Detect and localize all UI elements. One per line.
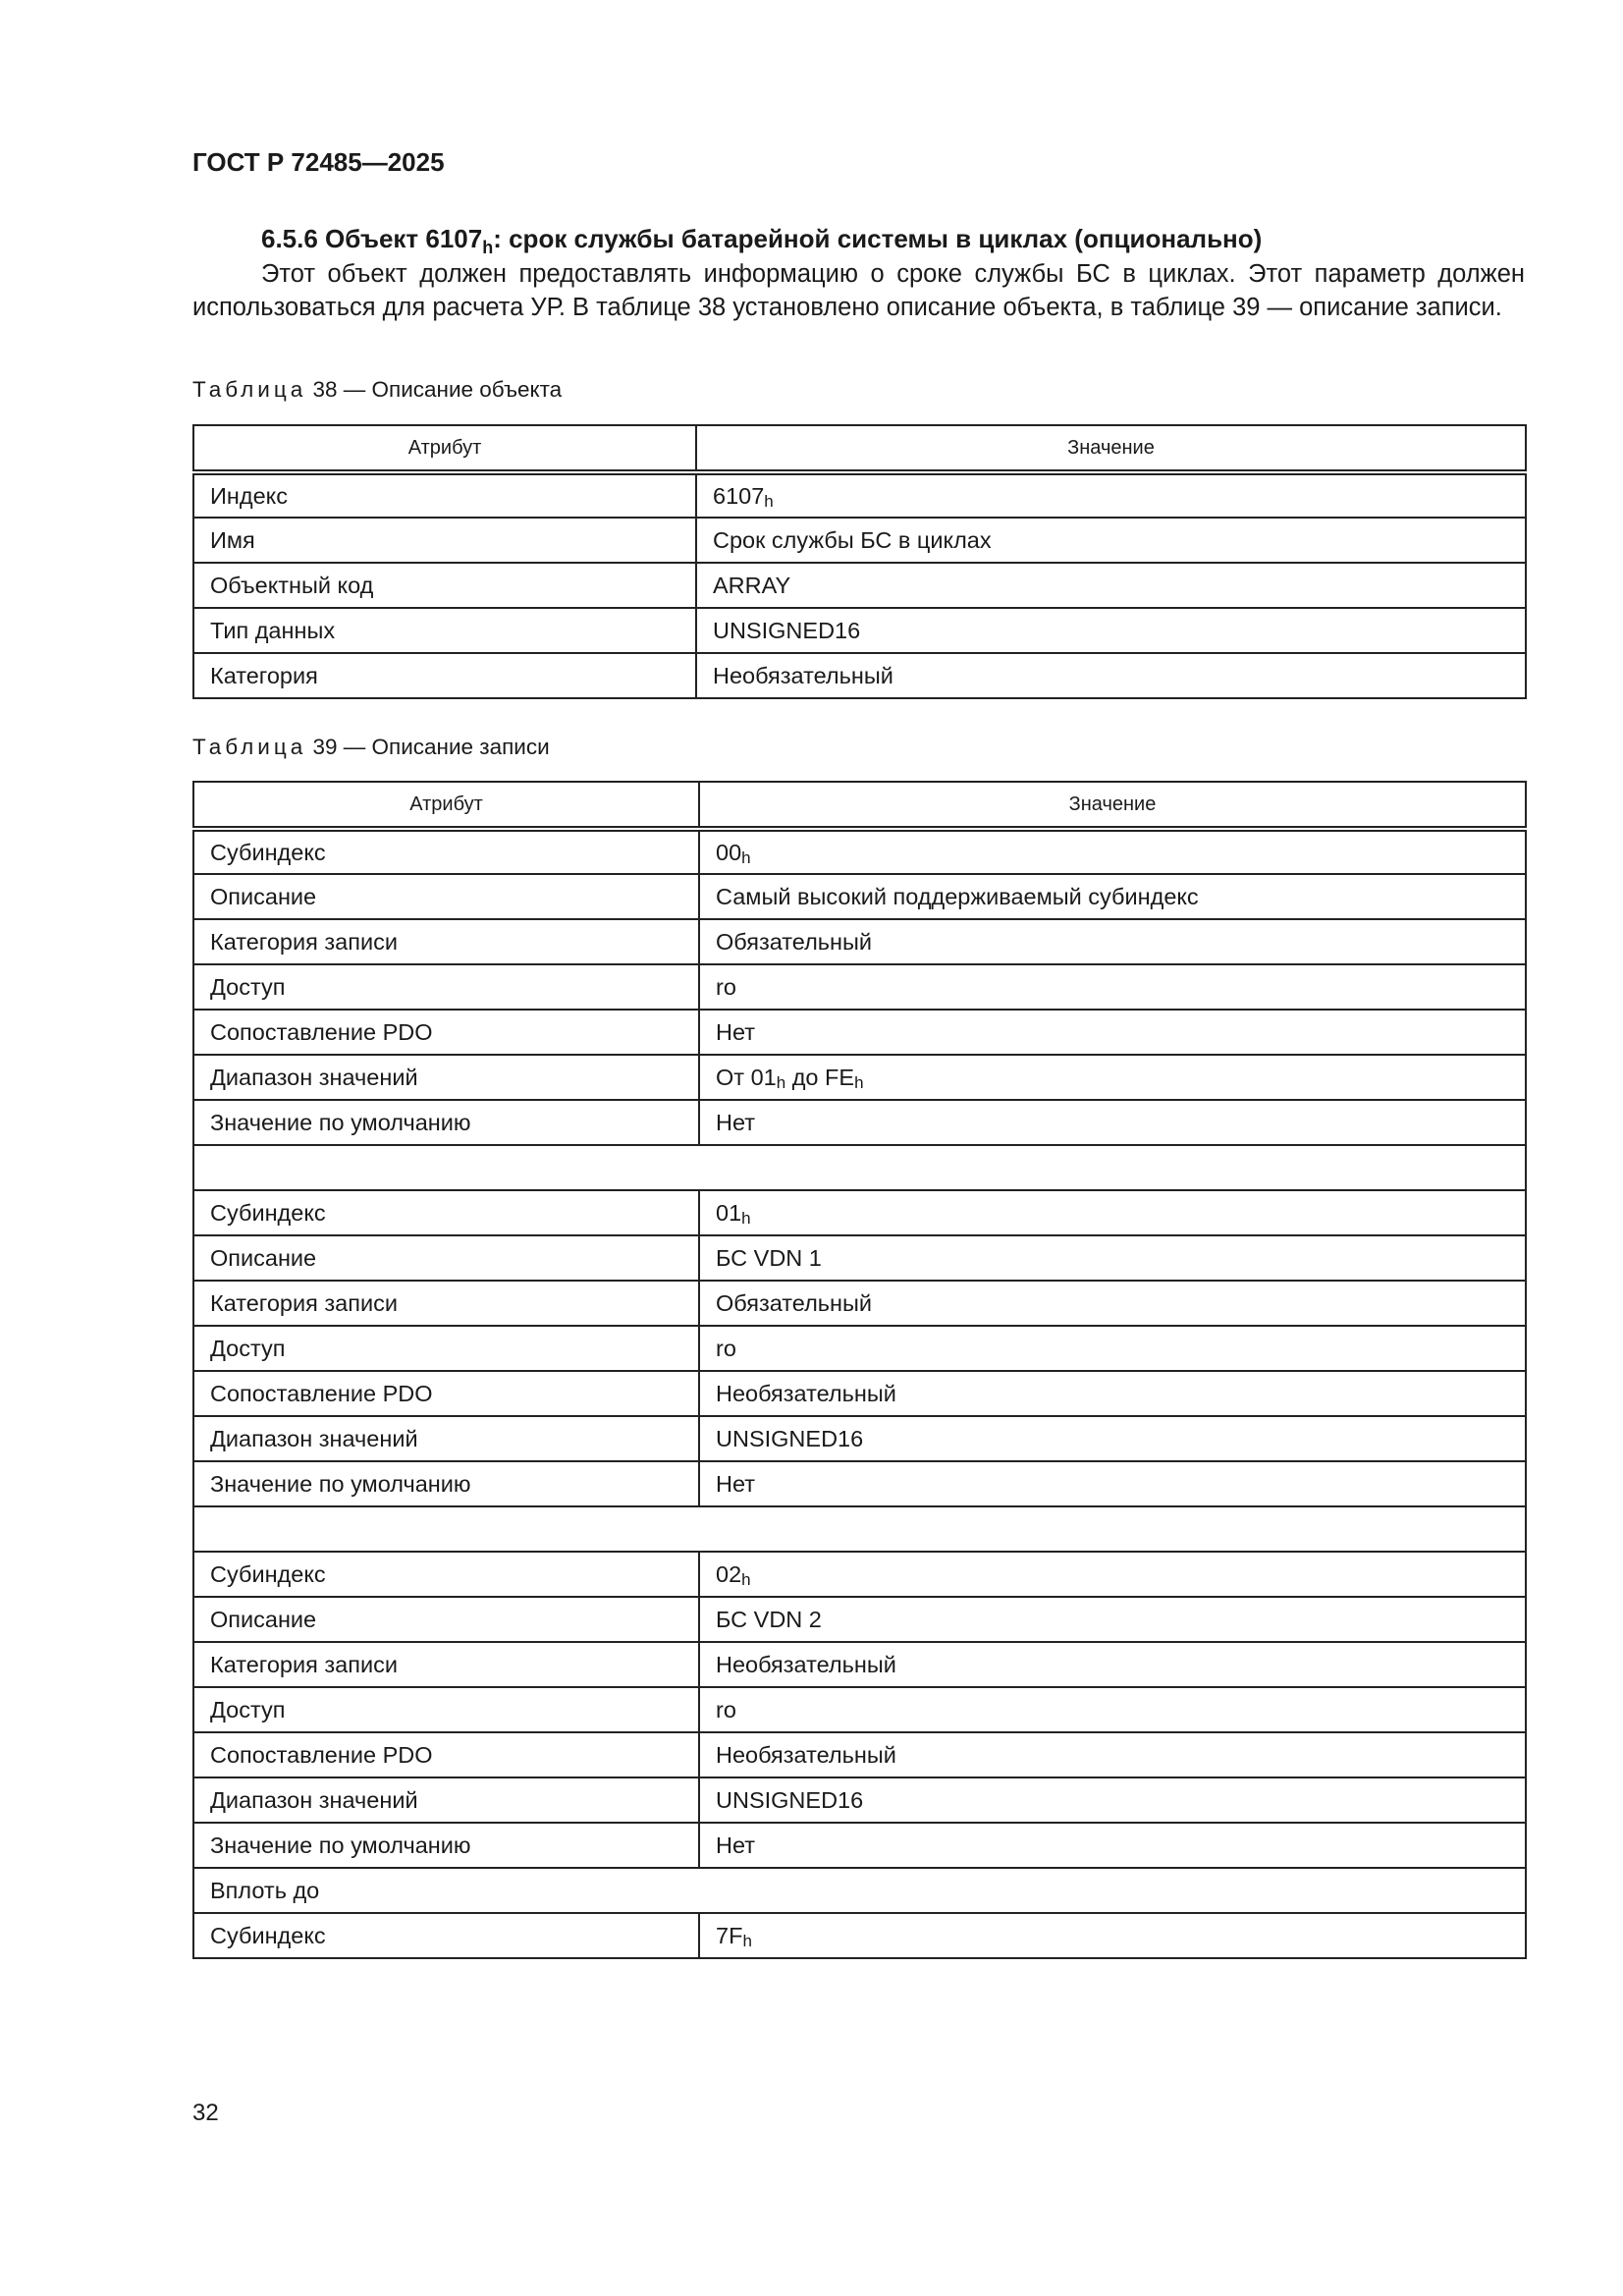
value-text: Необязательный (716, 1741, 896, 1768)
table-row (193, 1416, 1526, 1461)
value-text: ARRAY (713, 572, 791, 598)
attribute-cell: Субиндекс (193, 829, 699, 874)
table-row (193, 1777, 1526, 1823)
table-row (193, 608, 1526, 653)
hex-suffix: h (854, 1072, 864, 1092)
value-cell (699, 1010, 1526, 1055)
value-cell (699, 874, 1526, 919)
value-text: Нет (716, 1831, 756, 1858)
value-cell (699, 1235, 1526, 1281)
value-text: Нет (716, 1109, 756, 1135)
value-cell (699, 1552, 1526, 1597)
value-cell (696, 563, 1526, 608)
value-cell (699, 1100, 1526, 1145)
paragraph-text: Этот объект должен предоставлять информацию о сроке службы БС в циклах. Этот параметр должен использоваться для расчета УР. В таблице 38 установлено описание объекта, в таблице 39 — описание записи. (192, 260, 1525, 321)
table-row (193, 1552, 1526, 1597)
table-row (193, 472, 1526, 518)
value-cell (699, 1823, 1526, 1868)
value-cell (699, 1416, 1526, 1461)
value-text: Нет (716, 1470, 756, 1497)
value-text: Нет (716, 1018, 756, 1045)
value-text: БС VDN 1 (716, 1244, 822, 1271)
attribute-cell: Объектный код (193, 563, 696, 608)
table-row (193, 653, 1526, 698)
attribute-cell: Значение по умолчанию (193, 1100, 699, 1145)
table-row (193, 1732, 1526, 1777)
table-row (193, 964, 1526, 1010)
attribute-cell: Индекс (193, 472, 696, 518)
table-row (193, 874, 1526, 919)
section-title-text: 6.5.6 Объект 6107 (261, 224, 483, 253)
attribute-cell: Значение по умолчанию (193, 1461, 699, 1506)
value-cell (699, 1913, 1526, 1958)
attribute-cell: Диапазон значений (193, 1416, 699, 1461)
value-cell (696, 472, 1526, 518)
attribute-cell: Сопоставление PDO (193, 1732, 699, 1777)
value-text: 6107 (713, 482, 765, 509)
attribute-cell: Сопоставление PDO (193, 1371, 699, 1416)
attribute-cell: Категория (193, 653, 696, 698)
value-cell (699, 919, 1526, 964)
attribute-cell: Категория записи (193, 1642, 699, 1687)
section-title-rest: : срок службы батарейной системы в циклах (опционально) (493, 224, 1263, 253)
column-header-attribute: Атрибут (193, 425, 696, 472)
table-row (193, 1145, 1526, 1190)
value-text: Необязательный (713, 662, 893, 688)
value-text: Необязательный (716, 1380, 896, 1406)
attribute-cell: Сопоставление PDO (193, 1010, 699, 1055)
hex-suffix: h (742, 1931, 752, 1950)
hex-suffix: h (741, 847, 751, 867)
value-text: 00 (716, 839, 742, 865)
value-cell (699, 964, 1526, 1010)
table-row (193, 919, 1526, 964)
value-cell (699, 1687, 1526, 1732)
value-text: Срок службы БС в циклах (713, 526, 992, 553)
document-id: ГОСТ Р 72485—2025 (192, 147, 445, 177)
hex-suffix: h (741, 1208, 751, 1228)
table-row (193, 1281, 1526, 1326)
table-row (193, 1190, 1526, 1235)
table-row (193, 1506, 1526, 1552)
value-text: Самый высокий поддерживаемый субиндекс (716, 883, 1199, 909)
value-cell (699, 1281, 1526, 1326)
caption-word: Таблица (192, 377, 307, 402)
value-text: UNSIGNED16 (716, 1425, 864, 1451)
table-row (193, 1868, 1526, 1913)
spanning-cell (193, 1506, 1526, 1552)
value-text: 01 (716, 1199, 742, 1226)
column-header-attribute: Атрибут (193, 782, 699, 829)
attribute-cell: Описание (193, 1597, 699, 1642)
table-row (193, 1687, 1526, 1732)
value-cell (699, 1642, 1526, 1687)
attribute-cell: Доступ (193, 1687, 699, 1732)
table-row (193, 1235, 1526, 1281)
value-cell (699, 1326, 1526, 1371)
table-row (193, 1913, 1526, 1958)
table-header-row (193, 425, 1526, 472)
table-row (193, 1055, 1526, 1100)
hex-suffix: h (741, 1569, 751, 1589)
table-row (193, 1371, 1526, 1416)
value-cell (699, 1777, 1526, 1823)
value-cell (699, 1055, 1526, 1100)
value-cell (699, 1597, 1526, 1642)
attribute-cell: Тип данных (193, 608, 696, 653)
page-number: 32 (192, 2100, 219, 2126)
attribute-cell: Субиндекс (193, 1913, 699, 1958)
value-cell (699, 1371, 1526, 1416)
hex-suffix: h (482, 238, 494, 258)
caption-text: 39 — Описание записи (306, 735, 550, 759)
value-text: UNSIGNED16 (716, 1786, 864, 1813)
value-text: ro (716, 973, 736, 1000)
value-text: От 01 (716, 1064, 777, 1090)
table-row (193, 1597, 1526, 1642)
hex-suffix: h (776, 1072, 786, 1092)
section-title (261, 224, 1262, 258)
value-cell (696, 608, 1526, 653)
attribute-cell: Категория записи (193, 1281, 699, 1326)
value-text: Обязательный (716, 1289, 873, 1316)
value-cell (696, 653, 1526, 698)
caption-word: Таблица (192, 735, 307, 759)
table-row (193, 1461, 1526, 1506)
caption-text: 38 — Описание объекта (306, 377, 563, 402)
value-cell (696, 518, 1526, 563)
attribute-cell: Имя (193, 518, 696, 563)
value-text: 7F (716, 1922, 743, 1948)
value-text: Обязательный (716, 928, 873, 955)
value-text: ro (716, 1696, 736, 1722)
table-row (193, 518, 1526, 563)
table-row (193, 829, 1526, 874)
attribute-cell: Диапазон значений (193, 1055, 699, 1100)
table38-caption (192, 377, 562, 403)
column-header-value: Значение (699, 782, 1526, 829)
table-row (193, 1326, 1526, 1371)
value-cell (699, 1732, 1526, 1777)
attribute-cell: Диапазон значений (193, 1777, 699, 1823)
table-header-row (193, 782, 1526, 829)
table-row (193, 1823, 1526, 1868)
attribute-cell: Описание (193, 874, 699, 919)
value-text: до FE (785, 1064, 855, 1090)
table-row (193, 1100, 1526, 1145)
table-39 (192, 781, 1527, 1959)
value-text: БС VDN 2 (716, 1606, 822, 1632)
table-38 (192, 424, 1527, 699)
column-header-value: Значение (696, 425, 1526, 472)
attribute-cell: Значение по умолчанию (193, 1823, 699, 1868)
value-text: UNSIGNED16 (713, 617, 861, 643)
value-cell (699, 1461, 1526, 1506)
hex-suffix: h (764, 491, 774, 511)
value-cell (699, 829, 1526, 874)
attribute-cell: Доступ (193, 1326, 699, 1371)
value-text: ro (716, 1335, 736, 1361)
attribute-cell: Субиндекс (193, 1552, 699, 1597)
value-cell (699, 1190, 1526, 1235)
value-text: Необязательный (716, 1651, 896, 1677)
table39-caption (192, 735, 550, 760)
spanning-cell (193, 1145, 1526, 1190)
attribute-cell: Доступ (193, 964, 699, 1010)
attribute-cell: Описание (193, 1235, 699, 1281)
attribute-cell: Субиндекс (193, 1190, 699, 1235)
table-row (193, 1642, 1526, 1687)
spanning-cell: Вплоть до (193, 1868, 1526, 1913)
table-row (193, 1010, 1526, 1055)
table-row (193, 563, 1526, 608)
value-text: 02 (716, 1560, 742, 1587)
attribute-cell: Категория записи (193, 919, 699, 964)
section-paragraph (192, 257, 1525, 324)
